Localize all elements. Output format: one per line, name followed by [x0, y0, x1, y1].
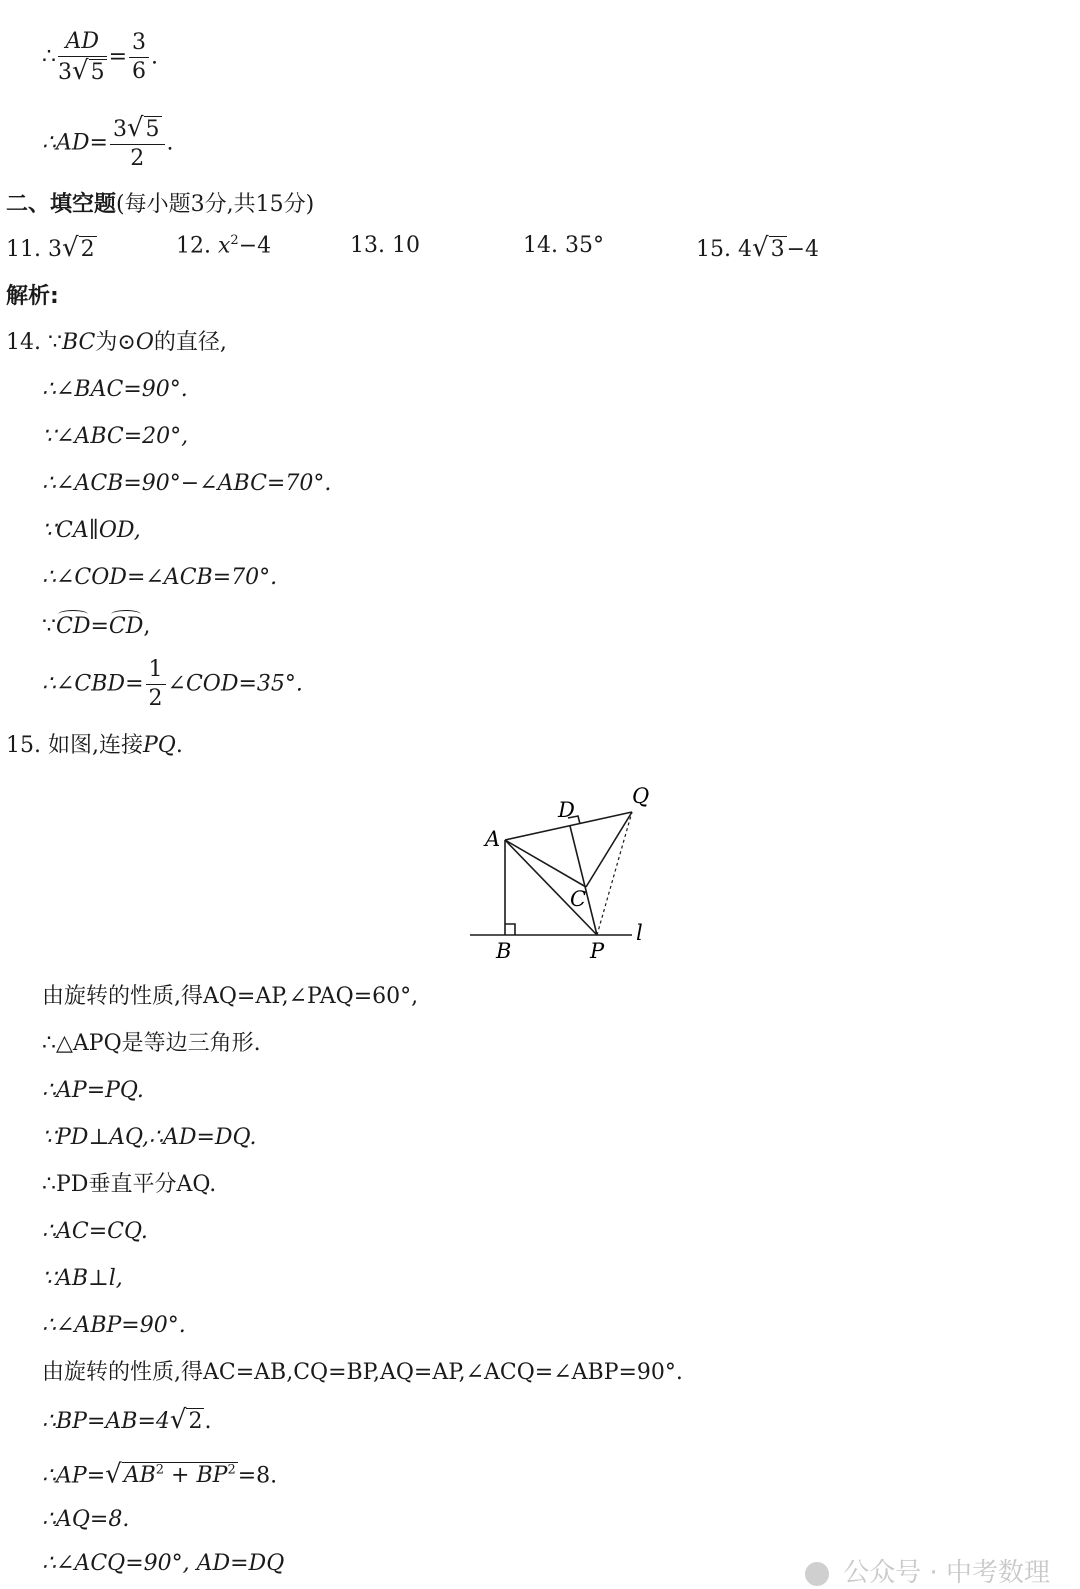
p15-step-13: ∴∠ACQ=90°, AD=DQ [42, 1551, 285, 1576]
sqrt: √2 [61, 233, 95, 263]
radicand: 5 [145, 117, 160, 142]
comma: , [143, 614, 151, 639]
exponent: 2 [155, 1463, 165, 1478]
p15-step-4: ∵PD⊥AQ,∴AD=DQ. [42, 1125, 257, 1150]
period: . [175, 733, 183, 758]
p15-step-8: ∴∠ABP=90°. [42, 1313, 186, 1338]
label-c: C [570, 887, 587, 911]
p15-step-1: 由旋转的性质,得AQ=AP,∠PAQ=60°, [42, 984, 419, 1009]
problem-number: 15. 如图,连接 [6, 733, 143, 758]
answer-label: 15. 4 [696, 237, 752, 262]
watermark-logo-icon [805, 1562, 829, 1586]
p15-step-3: ∴AP=PQ. [42, 1078, 144, 1103]
prev-line-2 [42, 114, 174, 173]
lhs: ∴AP= [42, 1463, 106, 1489]
label-p: P [590, 939, 605, 963]
p14-line-5: ∵CA∥OD, [42, 518, 141, 543]
answer-13: 13. 10 [350, 233, 420, 258]
answer-label: 12. [176, 233, 218, 259]
p14-line-4: ∴∠ACB=90°−∠ABC=70°. [42, 471, 332, 496]
p14-line-6: ∴∠COD=∠ACB=70°. [42, 565, 278, 590]
arc-cd: CD [56, 612, 90, 642]
label-l: l [636, 921, 643, 945]
prev-line-1 [42, 28, 158, 87]
geometry-figure [460, 778, 660, 968]
analysis-label: 解析: [6, 284, 59, 309]
because-symbol: ∵ [42, 614, 56, 639]
variable: x [217, 233, 231, 259]
lhs: ∴∠CBD= [42, 671, 144, 697]
label-b: B [496, 939, 512, 963]
watermark [805, 1552, 1050, 1589]
p14-line-2: ∴∠BAC=90°. [42, 377, 188, 402]
problem-number: 14. ∵ [6, 330, 62, 355]
text: 的直径, [153, 330, 227, 355]
numerator: AD [65, 29, 100, 54]
segment-pq-dashed [597, 812, 632, 935]
answer-14: 14. 35° [523, 233, 604, 258]
section-note: (每小题3分,共15分) [116, 192, 315, 217]
numerator: 1 [146, 656, 166, 685]
p15-step-10 [42, 1405, 211, 1437]
lhs: ∴BP=AB=4 [42, 1409, 170, 1434]
answer-label: 11. 3 [6, 237, 62, 262]
sqrt: √3 [751, 233, 785, 263]
period: . [151, 44, 159, 70]
term-bp: BP [196, 1463, 228, 1489]
denominator: 6 [132, 59, 147, 84]
watermark-text: 公众号 · 中考数理 [843, 1558, 1050, 1588]
section-title: 二、填空题 [6, 192, 117, 217]
period: . [204, 1409, 212, 1434]
circle-symbol: ⊙ [117, 330, 136, 355]
result: =8. [237, 1463, 278, 1489]
rhs: ∠COD=35°. [167, 671, 303, 697]
p15-step-7: ∵AB⊥l, [42, 1266, 123, 1291]
fraction-ad-over-3root5 [58, 28, 107, 87]
radicand: 3 [770, 237, 785, 262]
p14-line-8 [42, 656, 303, 713]
radicand: 2 [80, 237, 95, 262]
sqrt: √5 [126, 113, 160, 143]
p15-step-12: ∴AQ=8. [42, 1507, 130, 1532]
fraction-3-over-6 [129, 29, 149, 86]
label-a: A [485, 827, 501, 851]
answer-12 [176, 233, 271, 258]
p14-line-1 [6, 328, 227, 358]
radicand [122, 1462, 238, 1488]
answer-15 [696, 233, 819, 263]
radicand: 2 [188, 1409, 203, 1434]
arc-cd: CD [109, 612, 143, 642]
equals: = [108, 44, 128, 70]
label-q: Q [632, 784, 650, 808]
segment-ac [505, 840, 586, 887]
p15-intro [6, 731, 183, 761]
answer-rest: −4 [786, 237, 819, 262]
exponent: 2 [227, 1463, 236, 1478]
p15-step-2: ∴△APQ是等边三角形. [42, 1031, 261, 1056]
p15-step-6: ∴AC=CQ. [42, 1219, 148, 1244]
circle-center: O [135, 330, 154, 355]
therefore-symbol: ∴ [42, 44, 56, 70]
answer-rest: −4 [238, 233, 272, 259]
denominator: 2 [148, 686, 163, 711]
section-heading [6, 190, 314, 220]
right-angle-b [505, 924, 515, 935]
segment: PQ [142, 733, 176, 758]
fraction-one-half [146, 656, 166, 713]
p14-line-3: ∵∠ABC=20°, [42, 424, 189, 449]
exponent: 2 [230, 233, 239, 248]
p15-step-11 [42, 1456, 277, 1491]
p15-step-9: 由旋转的性质,得AC=AB,CQ=BP,AQ=AP,∠ACQ=∠ABP=90°. [42, 1360, 683, 1385]
segment-cq [586, 812, 632, 887]
p14-line-7 [42, 612, 150, 642]
denominator: 2 [130, 146, 145, 171]
coef: 3 [112, 117, 127, 142]
fraction-3root5-over-2 [110, 114, 165, 173]
term-ab: AB [123, 1463, 156, 1489]
sqrt: $√AB^2 + BP^2$ [105, 1459, 236, 1490]
equals: = [90, 614, 109, 639]
segment: BC [61, 330, 96, 355]
sqrt: √2 [169, 1405, 203, 1435]
text: 为 [95, 330, 118, 355]
numerator: 3 [129, 29, 149, 58]
coef: 3 [58, 60, 72, 85]
label-d: D [558, 798, 575, 822]
lhs: ∴AD= [42, 130, 108, 156]
p15-step-5: ∴PD垂直平分AQ. [42, 1172, 217, 1197]
answer-11 [6, 233, 97, 263]
sqrt: √5 [72, 56, 105, 86]
period: . [166, 130, 174, 156]
radicand: 5 [90, 60, 105, 85]
plus: + [164, 1463, 197, 1489]
